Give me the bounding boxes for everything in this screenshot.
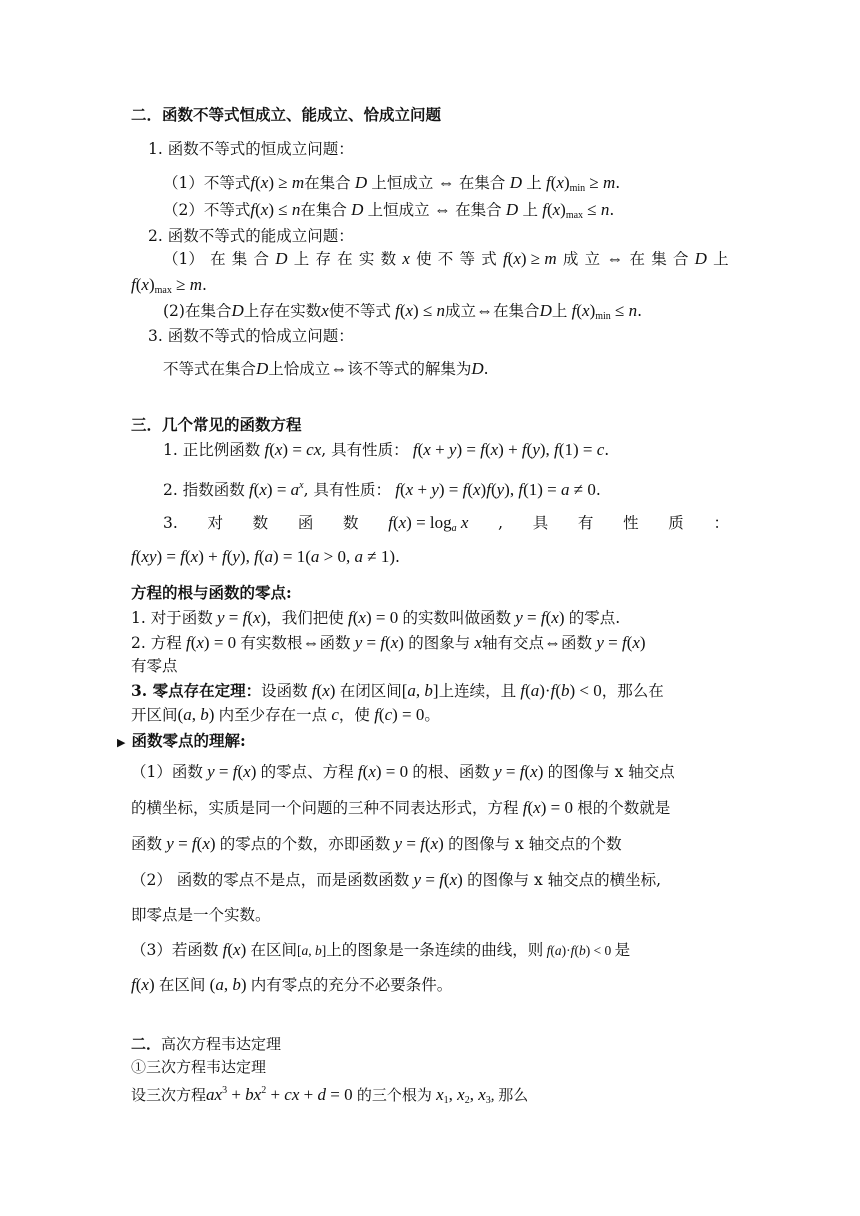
item-2a-cont: $f(x)_{max} \ge m$. xyxy=(131,275,207,296)
equation-3: 3. 对 数 函 数 $f(x) = \log_a x$ , 具 有 性 质 ： xyxy=(163,513,729,534)
roots-title: 方程的根与函数的零点: xyxy=(131,583,292,602)
item-2b: (2)在集合D上存在实数x使不等式 f(x) ≤ n成立⇔在集合D上 $f(x)_{min} \le n$. xyxy=(163,301,643,322)
item-2-heading: 2. 函数不等式的能成立问题： xyxy=(148,227,354,245)
item-1b: （2）不等式f(x) ≤ n在集合 D 上恒成立 ⇔ 在集合 D 上 $f(x)_{max} \le n$. xyxy=(163,200,615,221)
item-1-heading: 1. 函数不等式的恒成立问题： xyxy=(148,140,354,158)
section-title-inequality: 二．函数不等式恒成立、能成立、恰成立问题 xyxy=(131,105,442,124)
vieta-title: 二．高次方程韦达定理 xyxy=(131,1037,282,1053)
equation-2: 2. 指数函数 $f(x) = a^x$, 具有性质： f(x + y) = f(x)f(y), f(1) = a ≠ 0. xyxy=(163,480,601,499)
item-2a: （1） 在 集 合 D 上 存 在 实 数 x 使 不 等 式 f(x) ≥ m 成 立 ⇔ 在 集 合 D 上 xyxy=(163,249,729,268)
item-3a: 不等式在集合D上恰成立⇔该不等式的解集为D. xyxy=(163,359,489,378)
zeros-para-1c: 函数 y = f(x) 的零点的个数，亦即函数 y = f(x) 的图像与 x 轴交点的个数 xyxy=(131,834,622,853)
item-1a: （1）不等式f(x) ≥ m在集合 D 上恒成立 ⇔ 在集合 D 上 $f(x)_{min} \ge m$. xyxy=(163,173,621,194)
zeros-para-1b: 的横坐标，实质是同一个问题的三种不同表达形式，方程 f(x) = 0 根的个数就是 xyxy=(131,798,671,817)
zeros-para-3b: f(x) 在区间 (a, b) 内有零点的充分不必要条件。 xyxy=(131,975,453,994)
equation-1: 1. 正比例函数 f(x) = cx, 具有性质： f(x + y) = f(x) + f(y), f(1) = c. xyxy=(163,440,610,459)
roots-item-3: 3. 零点存在定理：设函数 f(x) 在闭区间[a, b]上连续，且 f(a)·f(b) < 0，那么在 xyxy=(131,681,664,700)
zeros-para-2b: 即零点是一个实数。 xyxy=(131,906,271,924)
roots-item-2-cont: 有零点 xyxy=(131,657,178,675)
zeros-para-2: （2） 函数的零点不是点，而是函数函数 y = f(x) 的图像与 x 轴交点的横坐标, xyxy=(131,870,662,889)
roots-item-3-cont: 开区间(a, b) 内至少存在一点 c，使 f(c) = 0。 xyxy=(131,705,440,724)
vieta-statement: 设三次方程$ax^3 + bx^2$ + cx + d = 0 的三个根为 $x_1$, $x_2$, $x_3$, 那么 xyxy=(131,1085,529,1106)
zeros-para-3: （3）若函数 f(x) 在区间[a, b]上的图象是一条连续的曲线，则 f(a)·f(b) < 0 是 xyxy=(131,940,631,959)
triangle-bullet-icon: ▶ xyxy=(117,736,126,749)
item-3-heading: 3. 函数不等式的恰成立问题： xyxy=(148,327,354,345)
roots-item-1: 1. 对于函数 y = f(x)，我们把使 f(x) = 0 的实数叫做函数 y = f(x) 的零点. xyxy=(131,608,621,627)
section-title-functional-equations: 三．几个常见的函数方程 xyxy=(131,415,302,434)
vieta-subtitle: ①三次方程韦达定理 xyxy=(131,1060,267,1076)
zeros-understanding-title: ▶ 函数零点的理解: xyxy=(117,731,246,750)
zeros-para-1: （1）函数 y = f(x) 的零点、方程 f(x) = 0 的根、函数 y = f(x) 的图像与 x 轴交点 xyxy=(131,762,675,781)
roots-item-2: 2. 方程 f(x) = 0 有实数根⇔函数 y = f(x) 的图象与 x轴有交点⇔函数 y = f(x) xyxy=(131,633,646,652)
equation-3-cont: f(xy) = f(x) + f(y), f(a) = 1(a > 0, a ≠ 1). xyxy=(131,547,400,566)
